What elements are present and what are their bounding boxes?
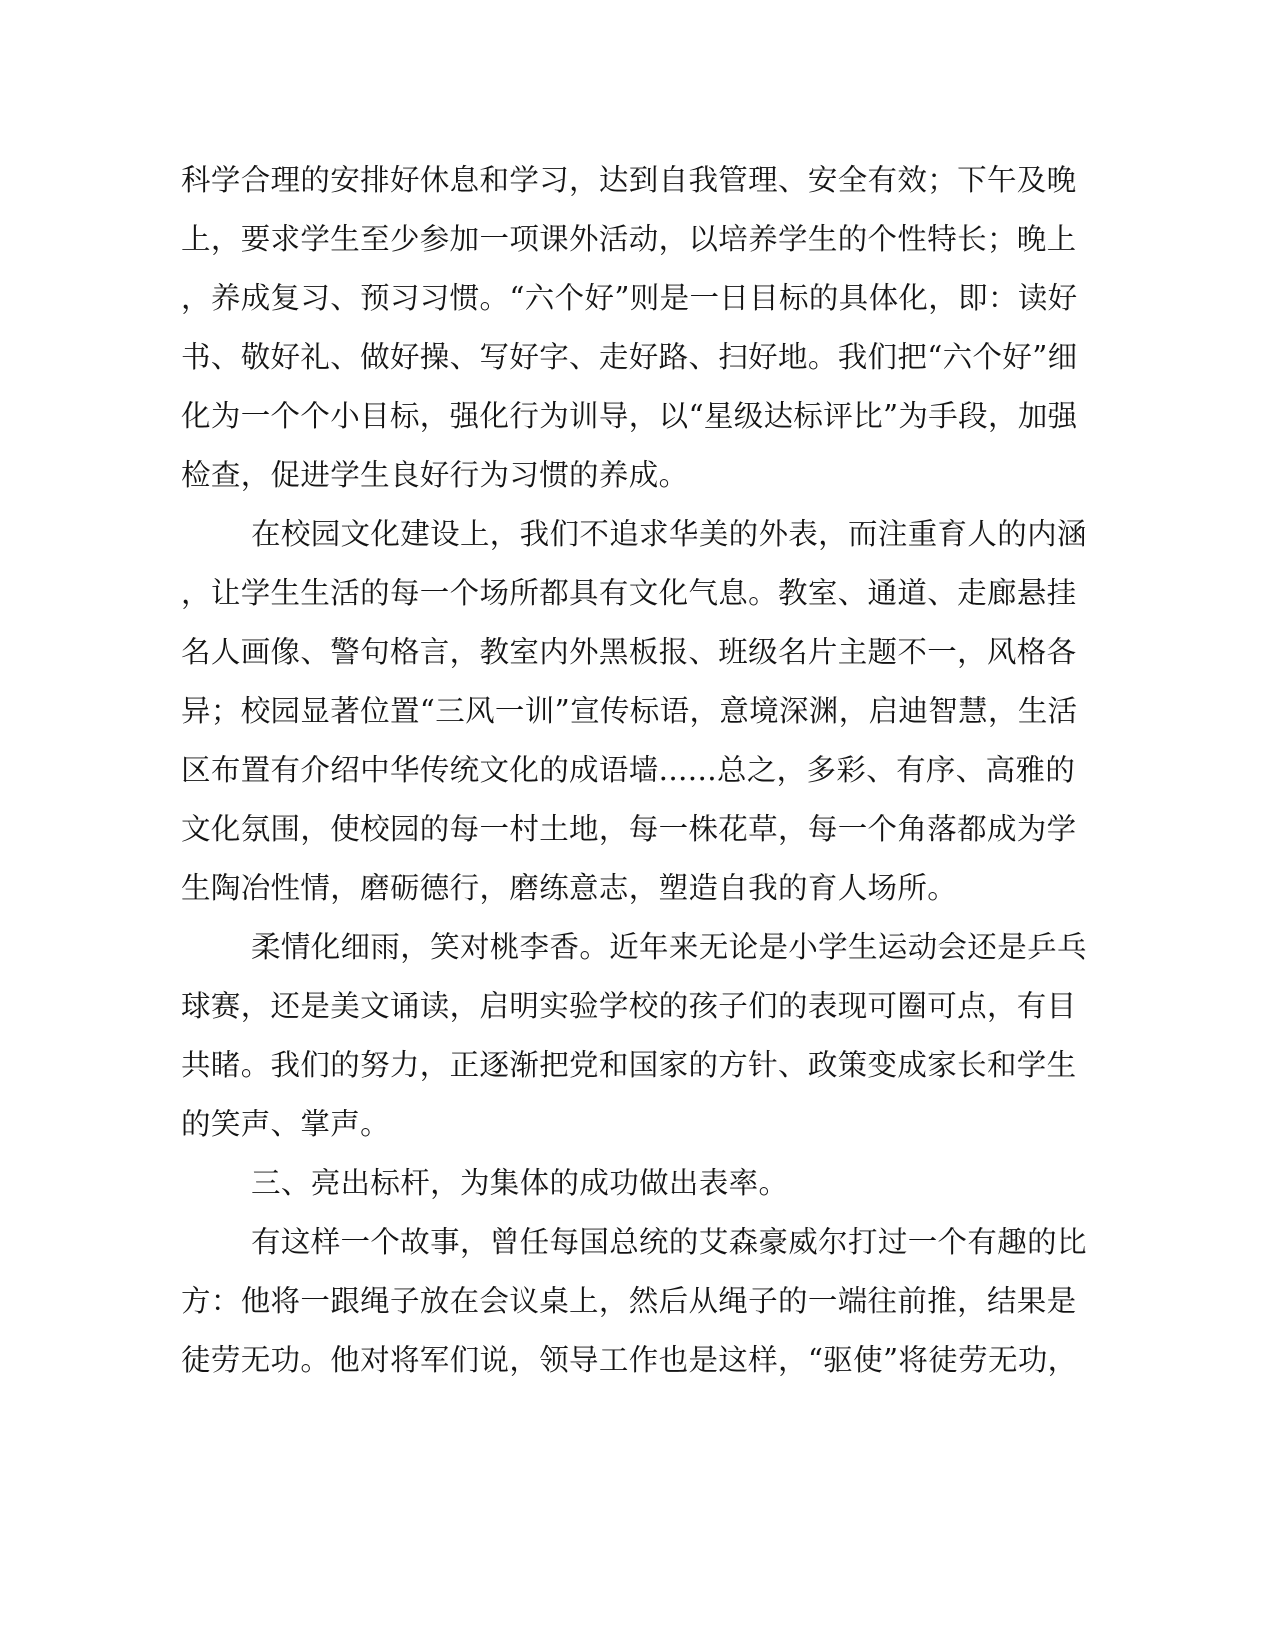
text-line: 名人画像、警句格言，教室内外黑板报、班级名片主题不一，风格各 [181,635,1077,669]
text-line: 文化氛围，使校园的每一村土地，每一株花草，每一个角落都成为学 [181,812,1077,846]
text-line: ，养成复习、预习习惯。“六个好”则是一日目标的具体化，即：读好 [181,281,1078,315]
paragraph-first-line: 在校园文化建设上，我们不追求华美的外表，而注重育人的内涵 [251,517,1087,551]
text-line: 化为一个个小目标，强化行为训导，以“星级达标评比”为手段，加强 [181,399,1078,433]
text-line: 异；校园显著位置“三风一训”宣传标语，意境深渊，启迪智慧，生活 [181,694,1078,728]
section-heading: 三、亮出标杆，为集体的成功做出表率。 [251,1166,789,1200]
text-line: 共睹。我们的努力，正逐渐把党和国家的方针、政策变成家长和学生 [181,1048,1077,1082]
text-line: 科学合理的安排好休息和学习，达到自我管理、安全有效；下午及晚 [181,163,1077,197]
text-line: 上，要求学生至少参加一项课外活动，以培养学生的个性特长；晚上 [181,222,1077,256]
text-line: 徒劳无功。他对将军们说，领导工作也是这样，“驱使”将徒劳无功， [181,1343,1078,1377]
paragraph-first-line: 柔情化细雨，笑对桃李香。近年来无论是小学生运动会还是乒乓 [251,930,1087,964]
text-line: ，让学生生活的每一个场所都具有文化气息。教室、通道、走廊悬挂 [181,576,1077,610]
text-line: 区布置有介绍中华传统文化的成语墙......总之，多彩、有序、高雅的 [181,753,1076,787]
text-line: 球赛，还是美文诵读，启明实验学校的孩子们的表现可圈可点，有目 [181,989,1077,1023]
text-line: 方：他将一跟绳子放在会议桌上，然后从绳子的一端往前推，结果是 [181,1284,1077,1318]
paragraph-first-line: 有这样一个故事，曾任每国总统的艾森豪威尔打过一个有趣的比 [251,1225,1087,1259]
text-line: 生陶冶性情，磨砺德行，磨练意志，塑造自我的育人场所。 [181,871,958,905]
text-line: 的笑声、掌声。 [181,1107,390,1141]
text-line: 书、敬好礼、做好操、写好字、走好路、扫好地。我们把“六个好”细 [181,340,1078,374]
text-line: 检查，促进学生良好行为习惯的养成。 [181,458,689,492]
